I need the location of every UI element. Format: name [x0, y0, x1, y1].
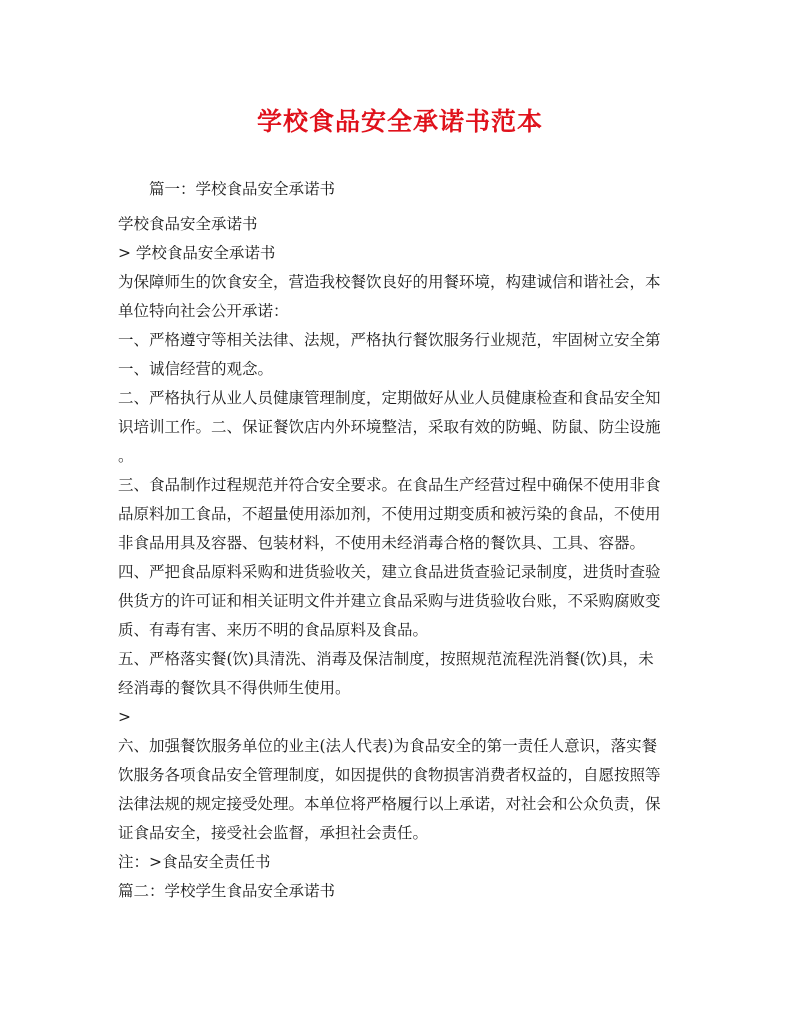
- paragraph-line: 法律法规的规定接受处理。本单位将严格履行以上承诺，对社会和公众负责，保: [118, 795, 661, 813]
- paragraph-line: 一、诚信经营的观念。: [118, 360, 274, 378]
- paragraph-line: 四、严把食品原料采购和进货验收关，建立食品进货查验记录制度，进货时查验: [118, 563, 661, 581]
- paragraph-line: 六、加强餐饮服务单位的业主(法人代表)为食品安全的第一责任人意识，落实餐: [118, 737, 658, 755]
- paragraph-line: 识培训工作。二、保证餐饮店内外环境整洁，采取有效的防蝇、防鼠、防尘设施: [118, 418, 661, 436]
- paragraph-line: 三、食品制作过程规范并符合安全要求。在食品生产经营过程中确保不使用非食: [118, 476, 661, 494]
- paragraph-line: >: [118, 708, 131, 726]
- paragraph-line: 证食品安全，接受社会监督，承担社会责任。: [118, 824, 429, 842]
- paragraph-line: 二、严格执行从业人员健康管理制度，定期做好从业人员健康检查和食品安全知: [118, 389, 661, 407]
- paragraph-line: 质、有毒有害、来历不明的食品原料及食品。: [118, 621, 429, 639]
- paragraph-line: > 学校食品安全承诺书: [118, 244, 276, 262]
- paragraph-line: 非食品用具及容器、包装材料，不使用未经消毒合格的餐饮具、工具、容器。: [118, 534, 646, 552]
- document-body: [118, 175, 668, 906]
- paragraph-line: 一、严格遵守等相关法律、法规，严格执行餐饮服务行业规范，牢固树立安全第: [118, 331, 661, 349]
- paragraph-line: 。: [118, 447, 134, 465]
- paragraph-line: 五、严格落实餐(饮)具清洗、消毒及保洁制度，按照规范流程洗消餐(饮)具，未: [118, 650, 654, 668]
- note-line: 注：>食品安全责任书: [118, 853, 271, 871]
- paragraph-line: 品原料加工食品，不超量使用添加剂，不使用过期变质和被污染的食品，不使用: [118, 505, 661, 523]
- paragraph-line: 饮服务各项食品安全管理制度，如因提供的食物损害消费者权益的，自愿按照等: [118, 766, 661, 784]
- section-heading: 篇一：学校食品安全承诺书: [149, 180, 336, 198]
- paragraph-line: 供货方的许可证和相关证明文件并建立食品采购与进货验收台账，不采购腐败变: [118, 592, 661, 610]
- document-title: 学校食品安全承诺书范本: [256, 107, 543, 136]
- paragraph-line: 学校食品安全承诺书: [118, 215, 258, 233]
- paragraph-line: 单位特向社会公开承诺：: [118, 302, 289, 320]
- section-heading: 篇二：学校学生食品安全承诺书: [118, 882, 336, 900]
- paragraph-line: 为保障师生的饮食安全，营造我校餐饮良好的用餐环境，构建诚信和谐社会，本: [118, 273, 661, 291]
- paragraph-line: 经消毒的餐饮具不得供师生使用。: [118, 679, 351, 697]
